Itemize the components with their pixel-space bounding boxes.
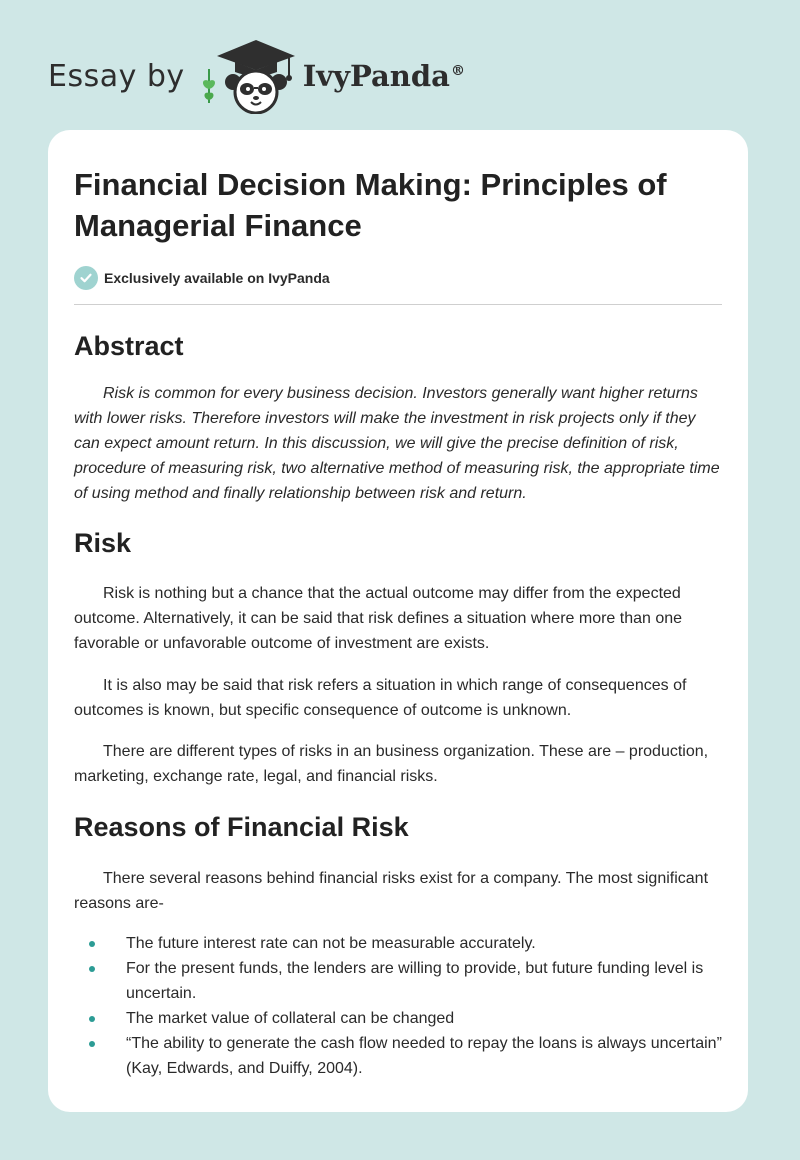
- risk-paragraph-2: It is also may be said that risk refers a situation in which range of consequences of outcomes is known, but specific consequence of outcome is unknown.: [74, 677, 687, 719]
- article-card: [48, 130, 748, 1112]
- brand-name: IvyPanda®: [302, 59, 465, 93]
- essay-by-label: Essay by: [48, 58, 185, 94]
- list-item: “The ability to generate the cash flow needed to repay the loans is always uncertain” (Kay, Edwards, and Duiffy, 2004).: [74, 1031, 722, 1081]
- reasons-paragraph: There several reasons behind financial risks exist for a company. The most significant reasons are-: [74, 870, 709, 912]
- check-circle-icon: [74, 266, 98, 290]
- list-item: For the present funds, the lenders are willing to provide, but future funding level is uncertain.: [74, 956, 722, 1006]
- panda-graduation-cap-icon: [215, 38, 297, 114]
- list-item: The market value of collateral can be changed: [74, 1006, 722, 1031]
- article-title: Financial Decision Making: Principles of Managerial Finance: [74, 167, 667, 243]
- risk-paragraph-1: Risk is nothing but a chance that the actual outcome may differ from the expected outcome. Alternatively, it can be said that risk defines a situation where more than one favorable or unfavorable outcome of investment are exists.: [74, 585, 683, 652]
- exclusive-label: Exclusively available on IvyPanda: [104, 270, 330, 286]
- site-header: [48, 36, 465, 116]
- abstract-paragraph: Risk is common for every business decision. Investors generally want higher returns with lower risks. Therefore investors will make the investment in risk projects only if they can expect amount return. In this discussion, we will give the precise definition of risk, procedure of measuring risk, two alternative method of measuring risk, the appropriate time of using method and finally relationship between risk and return.: [74, 385, 720, 502]
- risk-paragraph-3: There are different types of risks in an business organization. These are – production, marketing, exchange rate, legal, and financial risks.: [74, 743, 709, 785]
- title-divider: [74, 304, 722, 305]
- section-heading-reasons: Reasons of Financial Risk: [74, 812, 409, 842]
- exclusive-badge: [74, 266, 722, 290]
- list-item: The future interest rate can not be measurable accurately.: [74, 931, 722, 956]
- reasons-list: [74, 931, 722, 1081]
- section-heading-risk: Risk: [74, 528, 132, 558]
- section-heading-abstract: Abstract: [74, 331, 184, 361]
